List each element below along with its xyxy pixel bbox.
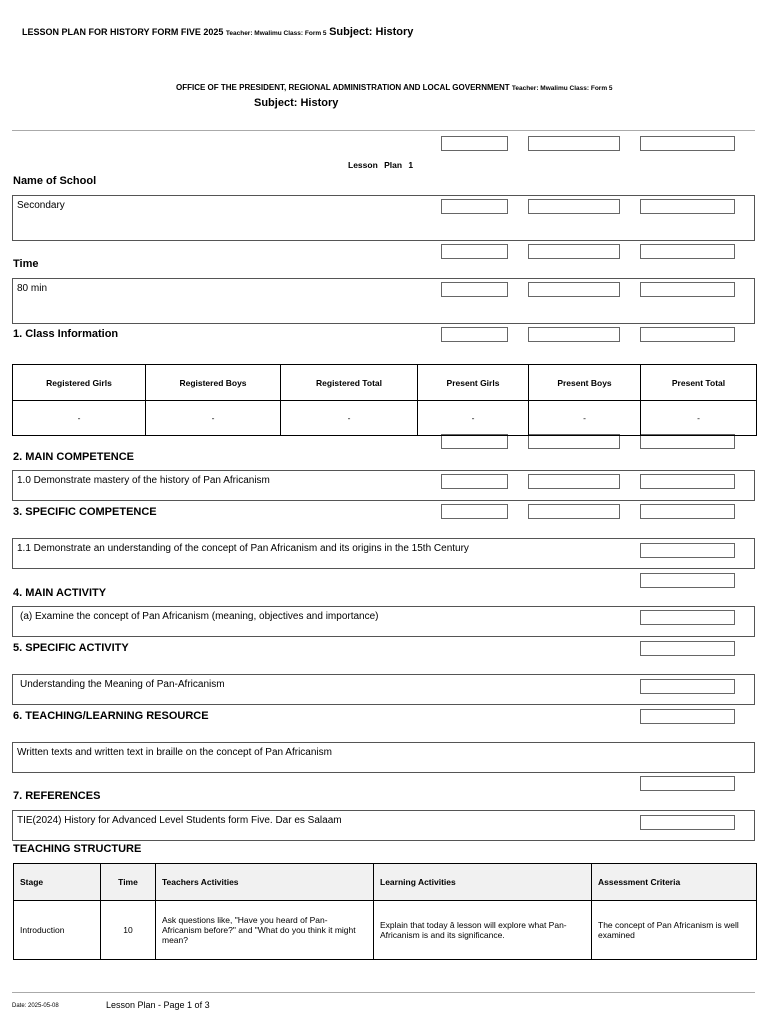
overlay-field-box[interactable]	[640, 641, 735, 656]
overlay-field-box[interactable]	[441, 244, 508, 259]
overlay-field-box[interactable]	[640, 776, 735, 791]
main-activity-value: (a) Examine the concept of Pan Africanism (meaning, objectives and importance)	[20, 611, 379, 622]
header-registered-total: Registered Total	[281, 365, 418, 401]
overlay-field-box[interactable]	[528, 327, 620, 342]
footer-page: Lesson Plan - Page 1 of 3	[106, 1000, 210, 1010]
overlay-field-box[interactable]	[640, 709, 735, 724]
resources-label: 6. TEACHING/LEARNING RESOURCE	[13, 710, 209, 722]
main-competence-field[interactable]	[12, 470, 755, 501]
overlay-field-box[interactable]	[640, 504, 735, 519]
footer-date: Date: 2025-05-08	[12, 1003, 59, 1009]
class-info-table	[12, 364, 757, 436]
overlay-field-box[interactable]	[640, 434, 735, 449]
references-label: 7. REFERENCES	[13, 790, 101, 802]
main-competence-label: 2. MAIN COMPETENCE	[13, 451, 135, 463]
references-value: TIE(2024) History for Advanced Level Students form Five. Dar es Salaam	[17, 815, 342, 826]
overlay-field-box[interactable]	[640, 244, 735, 259]
present-total-value[interactable]: -	[641, 401, 757, 436]
header-present-boys: Present Boys	[529, 365, 641, 401]
resources-field[interactable]	[12, 742, 755, 773]
school-field[interactable]	[12, 195, 755, 241]
header-registered-girls: Registered Girls	[13, 365, 146, 401]
main-activity-field[interactable]	[12, 606, 755, 637]
header-present-total: Present Total	[641, 365, 757, 401]
class-info-header-row	[13, 365, 757, 401]
time-value: 80 min	[17, 283, 48, 294]
overlay-field-box[interactable]	[528, 434, 620, 449]
table-row	[14, 901, 757, 960]
assessment-criteria-cell[interactable]: The concept of Pan Africanism is well examined	[592, 901, 757, 960]
time-cell[interactable]: 10	[101, 901, 156, 960]
overlay-field-box[interactable]	[441, 434, 508, 449]
learning-activities-cell[interactable]: Explain that today â lesson will explore what Pan-Africanism is and its significance.	[374, 901, 592, 960]
office-heading: OFFICE OF THE PRESIDENT, REGIONAL ADMINISTRATION AND LOCAL GOVERNMENT Teacher: Mwalimu Class: Form 5	[176, 83, 613, 92]
overlay-field-box[interactable]	[640, 327, 735, 342]
lesson-plan-number: Lesson Plan 1	[348, 160, 414, 170]
teaching-structure-header-row	[14, 864, 757, 901]
present-girls-value[interactable]: -	[418, 401, 529, 436]
teaching-structure-label: TEACHING STRUCTURE	[13, 843, 142, 855]
main-activity-label: 4. MAIN ACTIVITY	[13, 587, 107, 599]
class-info-value-row	[13, 401, 757, 436]
references-field[interactable]	[12, 810, 755, 841]
header-present-girls: Present Girls	[418, 365, 529, 401]
overlay-field-box[interactable]	[528, 504, 620, 519]
overlay-field-box[interactable]	[441, 136, 508, 151]
overlay-field-box[interactable]	[640, 136, 735, 151]
school-label: Name of School	[13, 175, 97, 187]
overlay-field-box[interactable]	[441, 504, 508, 519]
specific-activity-label: 5. SPECIFIC ACTIVITY	[13, 642, 129, 654]
overlay-field-box[interactable]	[528, 136, 620, 151]
overlay-field-box[interactable]	[640, 573, 735, 588]
time-label: Time	[13, 258, 39, 270]
class-info-label: 1. Class Information	[13, 328, 119, 340]
specific-competence-field[interactable]	[12, 538, 755, 569]
resources-value: Written texts and written text in braille on the concept of Pan Africanism	[17, 747, 332, 758]
header-time: Time	[101, 864, 156, 901]
header-stage: Stage	[14, 864, 101, 901]
header-teachers-activities: Teachers Activities	[156, 864, 374, 901]
specific-activity-field[interactable]	[12, 674, 755, 705]
teachers-activities-cell[interactable]: Ask questions like, "Have you heard of Pan-Africanism before?" and "What do you think it might mean?	[156, 901, 374, 960]
specific-competence-value: 1.1 Demonstrate an understanding of the concept of Pan Africanism and its origins in the 15th Century	[17, 543, 469, 554]
stage-cell[interactable]: Introduction	[14, 901, 101, 960]
specific-competence-label: 3. SPECIFIC COMPETENCE	[13, 506, 157, 518]
footer-divider	[12, 992, 755, 993]
overlay-field-box[interactable]	[528, 244, 620, 259]
registered-girls-value[interactable]: -	[13, 401, 146, 436]
registered-boys-value[interactable]: -	[146, 401, 281, 436]
present-boys-value[interactable]: -	[529, 401, 641, 436]
main-competence-value: 1.0 Demonstrate mastery of the history of Pan Africanism	[17, 475, 270, 486]
header-registered-boys: Registered Boys	[146, 365, 281, 401]
header-assessment-criteria: Assessment Criteria	[592, 864, 757, 901]
teaching-structure-table	[13, 863, 757, 960]
registered-total-value[interactable]: -	[281, 401, 418, 436]
header-learning-activities: Learning Activities	[374, 864, 592, 901]
time-field[interactable]	[12, 278, 755, 324]
document-title: LESSON PLAN FOR HISTORY FORM FIVE 2025 Teacher: Mwalimu Class: Form 5 Subject: History	[22, 26, 414, 38]
overlay-field-box[interactable]	[441, 327, 508, 342]
office-subject: Subject: History	[254, 97, 339, 109]
school-value: Secondary	[17, 200, 65, 211]
specific-activity-value: Understanding the Meaning of Pan-Africanism	[20, 679, 225, 690]
header-divider	[12, 130, 755, 131]
